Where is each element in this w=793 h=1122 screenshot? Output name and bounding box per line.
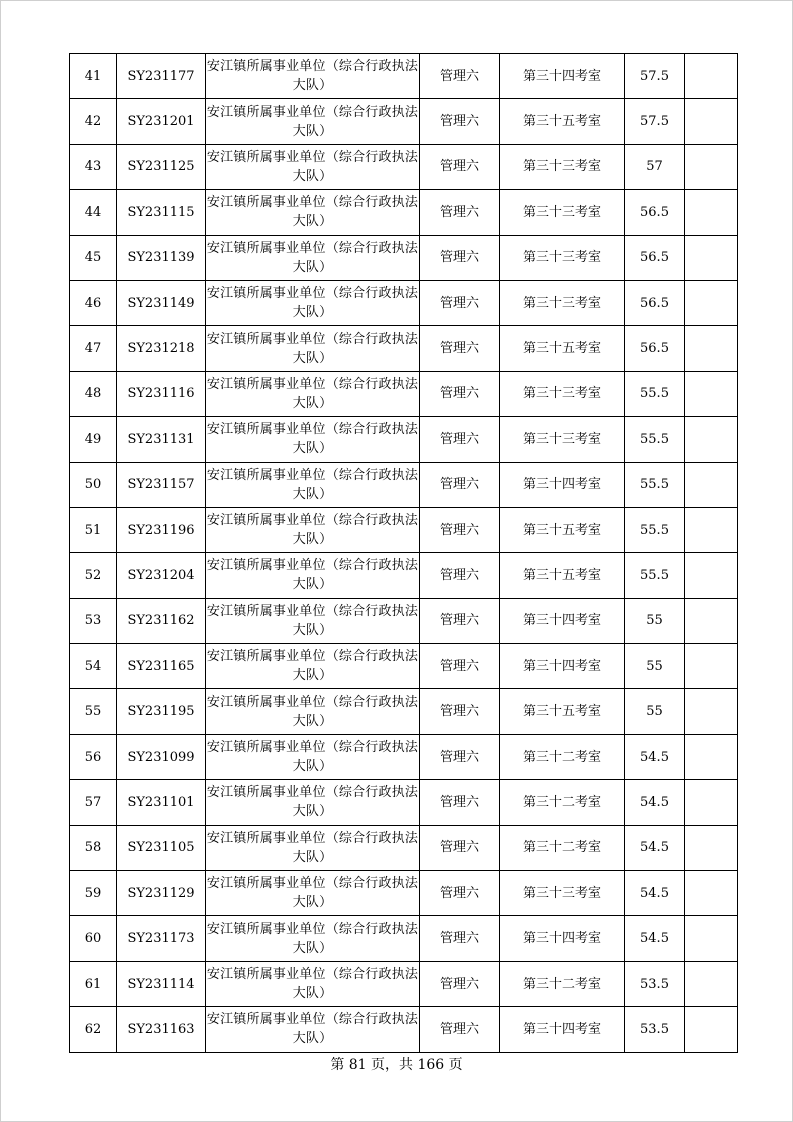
cell-position: 管理六 <box>420 916 500 961</box>
cell-remarks <box>685 462 738 507</box>
table-row <box>70 507 738 552</box>
table-row <box>70 144 738 189</box>
cell-sequence-number: 56 <box>70 734 117 779</box>
cell-position: 管理六 <box>420 99 500 144</box>
cell-employer-unit: 安江镇所属事业单位（综合行政执法大队） <box>206 280 420 325</box>
cell-score: 55.5 <box>625 462 685 507</box>
cell-sequence-number: 57 <box>70 780 117 825</box>
cell-sequence-number: 47 <box>70 326 117 371</box>
table-row <box>70 871 738 916</box>
table-row <box>70 734 738 779</box>
cell-remarks <box>685 961 738 1006</box>
cell-exam-room: 第三十四考室 <box>500 462 625 507</box>
cell-sequence-number: 48 <box>70 371 117 416</box>
results-table <box>69 53 738 1053</box>
cell-score: 54.5 <box>625 734 685 779</box>
cell-score: 54.5 <box>625 780 685 825</box>
cell-employer-unit: 安江镇所属事业单位（综合行政执法大队） <box>206 462 420 507</box>
cell-position: 管理六 <box>420 871 500 916</box>
cell-remarks <box>685 689 738 734</box>
cell-sequence-number: 54 <box>70 644 117 689</box>
cell-exam-ticket-id: SY231125 <box>117 144 206 189</box>
cell-exam-ticket-id: SY231114 <box>117 961 206 1006</box>
cell-exam-room: 第三十二考室 <box>500 961 625 1006</box>
cell-exam-room: 第三十二考室 <box>500 825 625 870</box>
cell-employer-unit: 安江镇所属事业单位（综合行政执法大队） <box>206 99 420 144</box>
cell-position: 管理六 <box>420 54 500 99</box>
cell-score: 57 <box>625 144 685 189</box>
cell-score: 55.5 <box>625 553 685 598</box>
cell-position: 管理六 <box>420 462 500 507</box>
cell-remarks <box>685 871 738 916</box>
cell-exam-ticket-id: SY231201 <box>117 99 206 144</box>
cell-exam-ticket-id: SY231131 <box>117 417 206 462</box>
cell-exam-room: 第三十四考室 <box>500 644 625 689</box>
page-footer: 第 81 页，共 166 页 <box>330 1057 463 1073</box>
cell-sequence-number: 52 <box>70 553 117 598</box>
table-row <box>70 280 738 325</box>
cell-exam-ticket-id: SY231101 <box>117 780 206 825</box>
cell-remarks <box>685 99 738 144</box>
table-row <box>70 190 738 235</box>
results-body <box>70 54 738 1053</box>
table-row <box>70 644 738 689</box>
cell-remarks <box>685 507 738 552</box>
cell-sequence-number: 55 <box>70 689 117 734</box>
cell-exam-ticket-id: SY231218 <box>117 326 206 371</box>
cell-exam-room: 第三十四考室 <box>500 54 625 99</box>
cell-sequence-number: 51 <box>70 507 117 552</box>
table-row <box>70 54 738 99</box>
cell-remarks <box>685 54 738 99</box>
cell-employer-unit: 安江镇所属事业单位（综合行政执法大队） <box>206 825 420 870</box>
cell-exam-ticket-id: SY231116 <box>117 371 206 416</box>
cell-position: 管理六 <box>420 371 500 416</box>
cell-score: 56.5 <box>625 280 685 325</box>
cell-position: 管理六 <box>420 235 500 280</box>
table-row <box>70 462 738 507</box>
cell-position: 管理六 <box>420 961 500 1006</box>
table-row <box>70 235 738 280</box>
cell-exam-ticket-id: SY231196 <box>117 507 206 552</box>
cell-employer-unit: 安江镇所属事业单位（综合行政执法大队） <box>206 326 420 371</box>
cell-score: 54.5 <box>625 825 685 870</box>
cell-exam-room: 第三十五考室 <box>500 99 625 144</box>
cell-score: 56.5 <box>625 326 685 371</box>
cell-employer-unit: 安江镇所属事业单位（综合行政执法大队） <box>206 916 420 961</box>
cell-remarks <box>685 235 738 280</box>
cell-exam-room: 第三十四考室 <box>500 916 625 961</box>
cell-employer-unit: 安江镇所属事业单位（综合行政执法大队） <box>206 598 420 643</box>
cell-sequence-number: 61 <box>70 961 117 1006</box>
table-row <box>70 326 738 371</box>
cell-exam-ticket-id: SY231163 <box>117 1007 206 1052</box>
cell-sequence-number: 50 <box>70 462 117 507</box>
cell-score: 55.5 <box>625 507 685 552</box>
cell-score: 56.5 <box>625 190 685 235</box>
table-row <box>70 553 738 598</box>
cell-position: 管理六 <box>420 326 500 371</box>
cell-score: 55 <box>625 598 685 643</box>
cell-sequence-number: 53 <box>70 598 117 643</box>
cell-position: 管理六 <box>420 280 500 325</box>
cell-employer-unit: 安江镇所属事业单位（综合行政执法大队） <box>206 734 420 779</box>
cell-exam-room: 第三十三考室 <box>500 190 625 235</box>
cell-sequence-number: 43 <box>70 144 117 189</box>
cell-sequence-number: 46 <box>70 280 117 325</box>
cell-score: 55.5 <box>625 417 685 462</box>
cell-exam-ticket-id: SY231177 <box>117 54 206 99</box>
cell-employer-unit: 安江镇所属事业单位（综合行政执法大队） <box>206 371 420 416</box>
cell-sequence-number: 58 <box>70 825 117 870</box>
cell-exam-ticket-id: SY231105 <box>117 825 206 870</box>
cell-remarks <box>685 280 738 325</box>
cell-exam-ticket-id: SY231099 <box>117 734 206 779</box>
cell-employer-unit: 安江镇所属事业单位（综合行政执法大队） <box>206 871 420 916</box>
cell-position: 管理六 <box>420 507 500 552</box>
cell-sequence-number: 42 <box>70 99 117 144</box>
cell-exam-room: 第三十三考室 <box>500 235 625 280</box>
cell-remarks <box>685 417 738 462</box>
cell-exam-ticket-id: SY231139 <box>117 235 206 280</box>
cell-position: 管理六 <box>420 1007 500 1052</box>
table-row <box>70 916 738 961</box>
cell-exam-ticket-id: SY231115 <box>117 190 206 235</box>
cell-score: 53.5 <box>625 1007 685 1052</box>
cell-remarks <box>685 144 738 189</box>
cell-exam-ticket-id: SY231162 <box>117 598 206 643</box>
cell-employer-unit: 安江镇所属事业单位（综合行政执法大队） <box>206 54 420 99</box>
cell-remarks <box>685 371 738 416</box>
cell-score: 56.5 <box>625 235 685 280</box>
cell-position: 管理六 <box>420 553 500 598</box>
cell-exam-ticket-id: SY231149 <box>117 280 206 325</box>
cell-score: 54.5 <box>625 871 685 916</box>
cell-employer-unit: 安江镇所属事业单位（综合行政执法大队） <box>206 553 420 598</box>
cell-position: 管理六 <box>420 190 500 235</box>
cell-position: 管理六 <box>420 825 500 870</box>
cell-position: 管理六 <box>420 144 500 189</box>
cell-exam-ticket-id: SY231157 <box>117 462 206 507</box>
cell-sequence-number: 60 <box>70 916 117 961</box>
cell-sequence-number: 44 <box>70 190 117 235</box>
table-row <box>70 598 738 643</box>
cell-exam-ticket-id: SY231195 <box>117 689 206 734</box>
cell-remarks <box>685 190 738 235</box>
table-row <box>70 99 738 144</box>
cell-employer-unit: 安江镇所属事业单位（综合行政执法大队） <box>206 144 420 189</box>
cell-remarks <box>685 644 738 689</box>
cell-sequence-number: 41 <box>70 54 117 99</box>
cell-exam-room: 第三十五考室 <box>500 689 625 734</box>
cell-score: 55 <box>625 689 685 734</box>
cell-remarks <box>685 598 738 643</box>
cell-position: 管理六 <box>420 417 500 462</box>
cell-position: 管理六 <box>420 644 500 689</box>
cell-score: 55 <box>625 644 685 689</box>
cell-exam-ticket-id: SY231173 <box>117 916 206 961</box>
cell-score: 55.5 <box>625 371 685 416</box>
table-row <box>70 1007 738 1052</box>
cell-exam-room: 第三十四考室 <box>500 598 625 643</box>
cell-exam-ticket-id: SY231204 <box>117 553 206 598</box>
cell-employer-unit: 安江镇所属事业单位（综合行政执法大队） <box>206 1007 420 1052</box>
cell-sequence-number: 62 <box>70 1007 117 1052</box>
cell-exam-room: 第三十五考室 <box>500 553 625 598</box>
cell-position: 管理六 <box>420 598 500 643</box>
cell-remarks <box>685 326 738 371</box>
cell-position: 管理六 <box>420 780 500 825</box>
table-row <box>70 780 738 825</box>
cell-exam-ticket-id: SY231165 <box>117 644 206 689</box>
cell-sequence-number: 59 <box>70 871 117 916</box>
cell-employer-unit: 安江镇所属事业单位（综合行政执法大队） <box>206 644 420 689</box>
cell-score: 53.5 <box>625 961 685 1006</box>
cell-employer-unit: 安江镇所属事业单位（综合行政执法大队） <box>206 417 420 462</box>
cell-exam-room: 第三十五考室 <box>500 326 625 371</box>
cell-exam-room: 第三十三考室 <box>500 144 625 189</box>
cell-exam-room: 第三十三考室 <box>500 417 625 462</box>
cell-remarks <box>685 825 738 870</box>
cell-position: 管理六 <box>420 689 500 734</box>
cell-exam-room: 第三十五考室 <box>500 507 625 552</box>
cell-exam-room: 第三十三考室 <box>500 871 625 916</box>
table-row <box>70 825 738 870</box>
table-row <box>70 961 738 1006</box>
cell-employer-unit: 安江镇所属事业单位（综合行政执法大队） <box>206 507 420 552</box>
cell-remarks <box>685 916 738 961</box>
cell-remarks <box>685 1007 738 1052</box>
cell-employer-unit: 安江镇所属事业单位（综合行政执法大队） <box>206 689 420 734</box>
cell-remarks <box>685 734 738 779</box>
cell-sequence-number: 49 <box>70 417 117 462</box>
cell-remarks <box>685 780 738 825</box>
cell-exam-room: 第三十三考室 <box>500 371 625 416</box>
cell-exam-room: 第三十二考室 <box>500 780 625 825</box>
cell-remarks <box>685 553 738 598</box>
cell-exam-ticket-id: SY231129 <box>117 871 206 916</box>
cell-exam-room: 第三十三考室 <box>500 280 625 325</box>
cell-employer-unit: 安江镇所属事业单位（综合行政执法大队） <box>206 190 420 235</box>
cell-score: 57.5 <box>625 99 685 144</box>
cell-employer-unit: 安江镇所属事业单位（综合行政执法大队） <box>206 780 420 825</box>
cell-score: 57.5 <box>625 54 685 99</box>
cell-score: 54.5 <box>625 916 685 961</box>
table-row <box>70 417 738 462</box>
cell-sequence-number: 45 <box>70 235 117 280</box>
cell-employer-unit: 安江镇所属事业单位（综合行政执法大队） <box>206 235 420 280</box>
cell-exam-room: 第三十二考室 <box>500 734 625 779</box>
cell-exam-room: 第三十四考室 <box>500 1007 625 1052</box>
table-row <box>70 689 738 734</box>
cell-position: 管理六 <box>420 734 500 779</box>
table-row <box>70 371 738 416</box>
cell-employer-unit: 安江镇所属事业单位（综合行政执法大队） <box>206 961 420 1006</box>
